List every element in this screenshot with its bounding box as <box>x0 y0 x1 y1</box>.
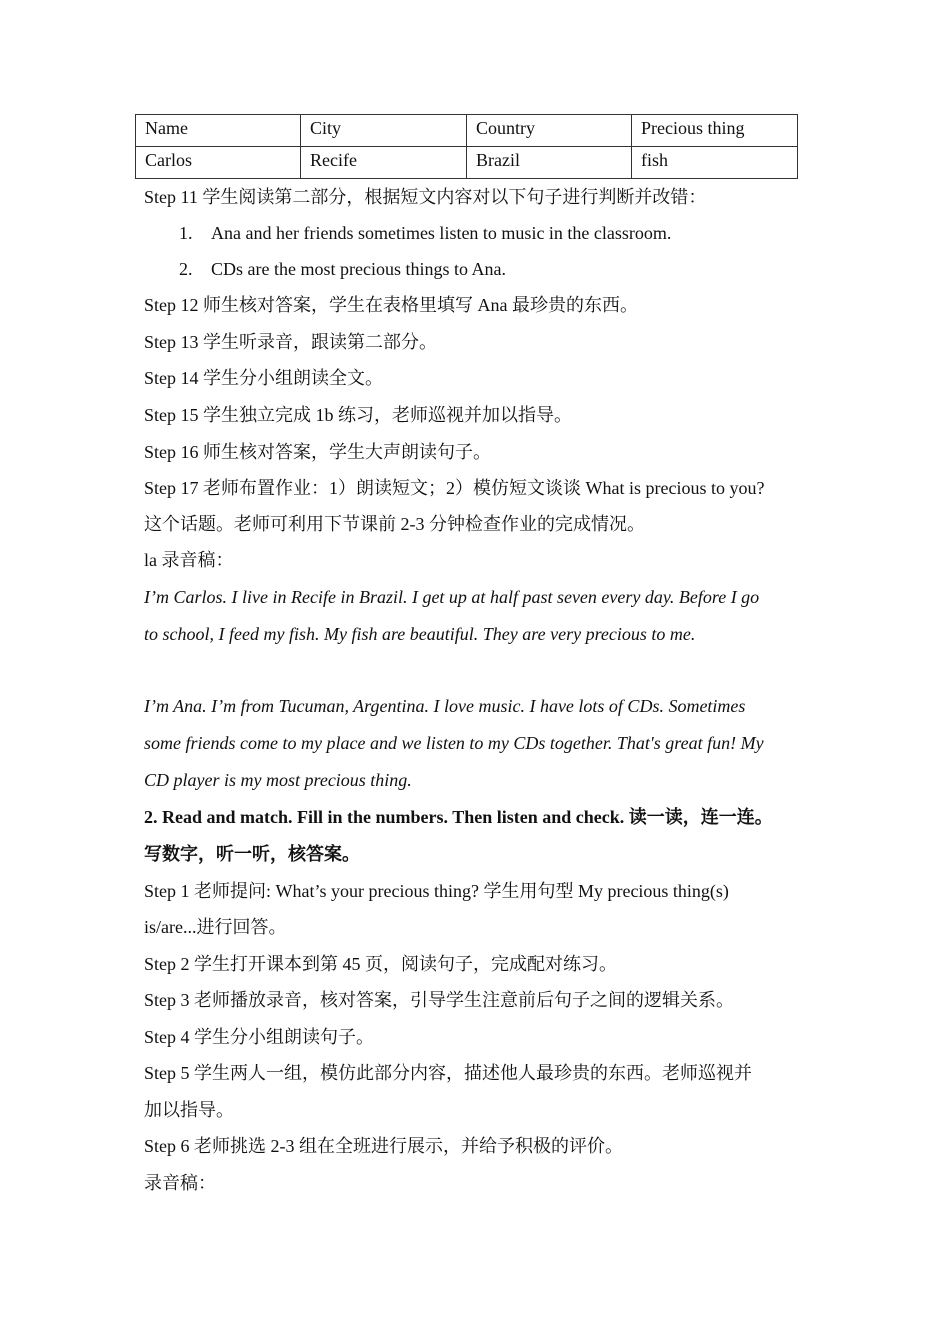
step-15: Step 15 学生独立完成 1b 练习，老师巡视并加以指导。 <box>144 405 572 425</box>
step-6: Step 6 老师挑选 2-3 组在全班进行展示，并给予积极的评价。 <box>144 1136 623 1156</box>
list-item-1 <box>179 221 671 245</box>
table-cell: Recife <box>301 147 467 179</box>
step-5-line-1: Step 5 学生两人一组，模仿此部分内容，描述他人最珍贵的东西。老师巡视并 <box>144 1063 752 1083</box>
list-text: CDs are the most precious things to Ana. <box>211 259 506 279</box>
step-16: Step 16 师生核对答案，学生大声朗读句子。 <box>144 442 491 462</box>
table-cell: Carlos <box>136 147 301 179</box>
step-3: Step 3 老师播放录音，核对答案，引导学生注意前后句子之间的逻辑关系。 <box>144 990 734 1010</box>
precious-things-table <box>135 114 798 179</box>
table-cell: Brazil <box>467 147 632 179</box>
step-1-line-2: is/are...进行回答。 <box>144 917 287 937</box>
table-header-cell: Precious thing <box>632 115 798 147</box>
step-13: Step 13 学生听录音，跟读第二部分。 <box>144 332 437 352</box>
step-17-line-2: 这个话题。老师可利用下节课前 2-3 分钟检查作业的完成情况。 <box>144 514 645 534</box>
script-1a-label: la 录音稿： <box>144 550 234 570</box>
section-2-heading-line-2: 写数字，听一听，核答案。 <box>144 844 360 864</box>
table-header-cell: Name <box>136 115 301 147</box>
table-cell: fish <box>632 147 798 179</box>
step-2: Step 2 学生打开课本到第 45 页，阅读句子，完成配对练习。 <box>144 954 617 974</box>
carlos-text-line-2: to school, I feed my fish. My fish are beautiful. They are very precious to me. <box>144 624 696 644</box>
table-row <box>136 147 798 179</box>
step-17-line-1: Step 17 老师布置作业：1）朗读短文；2）模仿短文谈谈 What is precious to you? <box>144 478 765 498</box>
section-2-heading-line-1: 2. Read and match. Fill in the numbers. Then listen and check. 读一读，连一连。 <box>144 807 773 827</box>
step-12: Step 12 师生核对答案，学生在表格里填写 Ana 最珍贵的东西。 <box>144 295 638 315</box>
list-number: 2. <box>179 259 193 279</box>
step-14: Step 14 学生分小组朗读全文。 <box>144 368 383 388</box>
carlos-text-line-1: I’m Carlos. I live in Recife in Brazil. I get up at half past seven every day. Before I go <box>144 587 760 607</box>
ana-text-line-2: some friends come to my place and we listen to my CDs together. That's great fun! My <box>144 733 764 753</box>
step-4: Step 4 学生分小组朗读句子。 <box>144 1027 374 1047</box>
list-item-2 <box>179 257 506 281</box>
list-text: Ana and her friends sometimes listen to music in the classroom. <box>211 223 672 243</box>
table-header-cell: Country <box>467 115 632 147</box>
table-header-cell: City <box>301 115 467 147</box>
script-label: 录音稿： <box>144 1173 216 1193</box>
step-5-line-2: 加以指导。 <box>144 1100 234 1120</box>
ana-text-line-1: I’m Ana. I’m from Tucuman, Argentina. I love music. I have lots of CDs. Sometimes <box>144 696 746 716</box>
step-11: Step 11 学生阅读第二部分，根据短文内容对以下句子进行判断并改错： <box>144 187 707 207</box>
step-1-line-1: Step 1 老师提问: What’s your precious thing? 学生用句型 My precious thing(s) <box>144 881 729 901</box>
table-header-row <box>136 115 798 147</box>
ana-text-line-3: CD player is my most precious thing. <box>144 770 412 790</box>
list-number: 1. <box>179 223 193 243</box>
